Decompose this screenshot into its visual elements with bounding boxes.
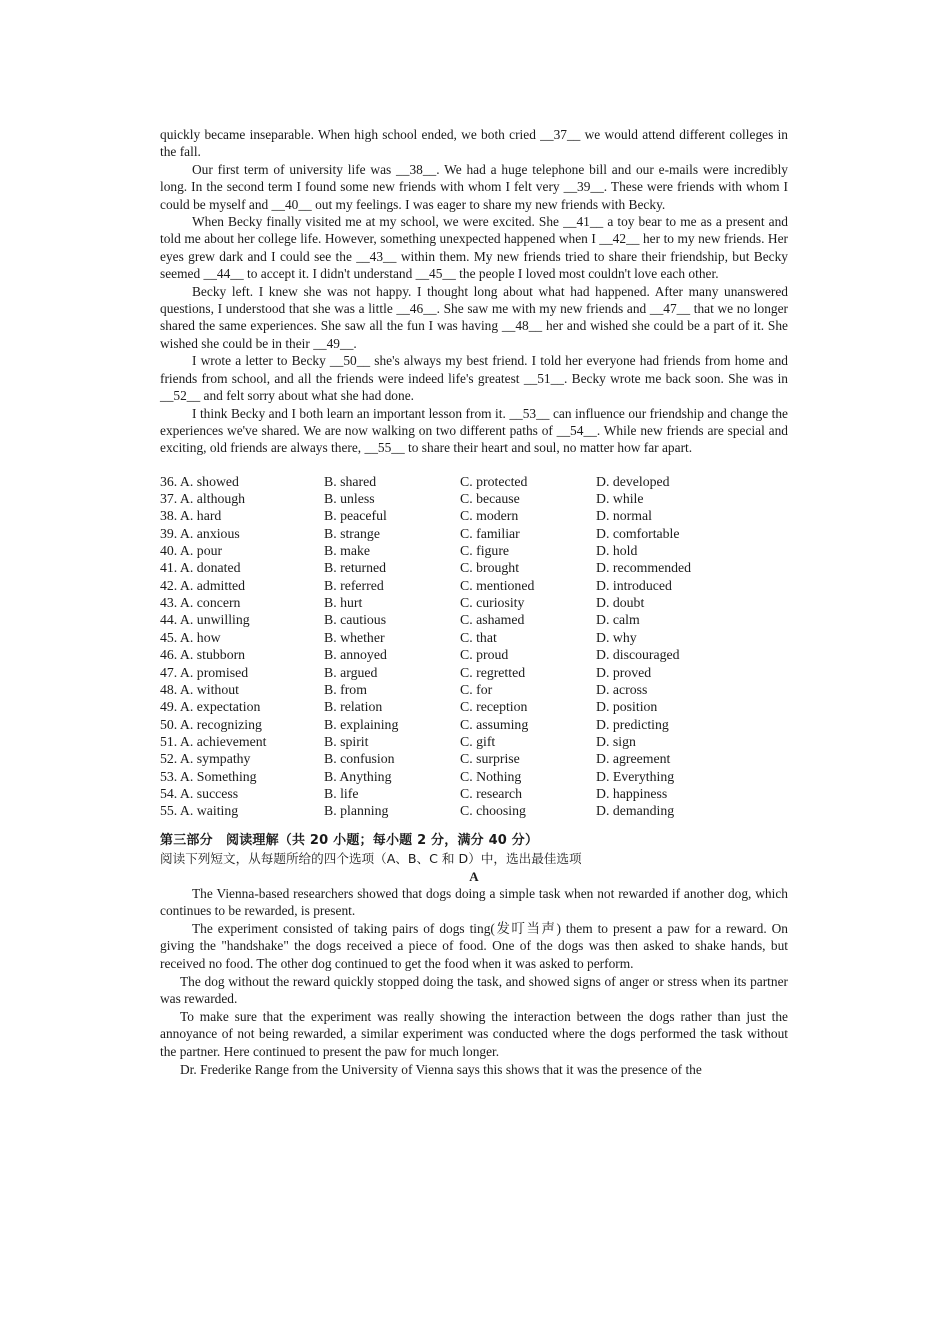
option-row bbox=[160, 559, 788, 576]
reading-paragraph-3: The dog without the reward quickly stopped doing the task, and showed signs of anger or stress when its partner was rewarded. bbox=[160, 973, 788, 1007]
option-row bbox=[160, 681, 788, 698]
option-a: 46. A. stubborn bbox=[160, 647, 246, 663]
option-row bbox=[160, 490, 788, 507]
option-d: D. sign bbox=[596, 733, 636, 749]
option-b: B. strange bbox=[324, 525, 380, 541]
option-c: C. proud bbox=[460, 647, 509, 663]
cloze-paragraph-5: I wrote a letter to Becky __50__ she's always my best friend. I told her everyone had friends from home and friends from school, and all the friends were indeed life's greatest __51__. Becky wrote me back soon. She was in __52__ and felt sorry about what she had done. bbox=[160, 353, 788, 404]
option-c: C. reception bbox=[460, 699, 528, 715]
option-row bbox=[160, 473, 788, 490]
cloze-paragraph-3: When Becky finally visited me at my school, we were excited. She __41__ a toy bear to me as a present and told me about her college life. However, something unexpected happened when I __42__ her to my new friends. Her eyes grew dark and I could see the __43__ within them. My new friends tried to share their friendship, but Becky seemed __44__ to accept it. I didn't understand __45__ the people I loved most couldn't love each other. bbox=[160, 214, 788, 282]
section-title: 第三部分 阅读理解（共 20 小题；每小题 2 分，满分 40 分） bbox=[160, 832, 539, 848]
option-d: D. across bbox=[596, 681, 648, 697]
option-b: B. confusion bbox=[324, 751, 395, 767]
option-d: D. hold bbox=[596, 543, 638, 559]
option-row bbox=[160, 542, 788, 559]
option-row bbox=[160, 611, 788, 628]
reading-passage-a bbox=[160, 885, 788, 1079]
option-b: B. planning bbox=[324, 803, 389, 819]
option-a: 41. A. donated bbox=[160, 560, 241, 576]
cloze-paragraph-1: quickly became inseparable. When high school ended, we both cried __37__ we would attend different colleges in the fall. bbox=[160, 127, 788, 160]
option-b: B. argued bbox=[324, 664, 378, 680]
option-a: 42. A. admitted bbox=[160, 577, 246, 593]
option-row bbox=[160, 802, 788, 819]
option-row bbox=[160, 646, 788, 663]
option-d: D. recommended bbox=[596, 560, 692, 576]
option-b: B. explaining bbox=[324, 716, 399, 732]
option-b: B. life bbox=[324, 785, 359, 801]
option-b: B. whether bbox=[324, 629, 385, 645]
option-row bbox=[160, 785, 788, 802]
reading-paragraph-5: Dr. Frederike Range from the University of Vienna says this shows that it was the presence of the bbox=[180, 1061, 702, 1077]
option-c: C. surprise bbox=[460, 751, 520, 767]
option-row bbox=[160, 507, 788, 524]
option-d: D. proved bbox=[596, 664, 652, 680]
option-c: C. brought bbox=[460, 560, 520, 576]
option-b: B. cautious bbox=[324, 612, 387, 628]
option-d: D. comfortable bbox=[596, 525, 680, 541]
option-a: 49. A. expectation bbox=[160, 699, 261, 715]
option-a: 55. A. waiting bbox=[160, 803, 239, 819]
cloze-paragraph-6: I think Becky and I both learn an important lesson from it. __53__ can influence our friendship and change the experiences we've shared. We are now walking on two different paths of __54__. While new friends are special and exciting, old friends are always there, __55__ to share their heart and soul, no matter how far apart. bbox=[160, 405, 788, 456]
section-instruction: 阅读下列短文，从每题所给的四个选项（A、B、C 和 D）中，选出最佳选项 bbox=[160, 850, 582, 866]
option-d: D. predicting bbox=[596, 716, 669, 732]
option-row bbox=[160, 750, 788, 767]
option-a: 51. A. achievement bbox=[160, 733, 267, 749]
option-a: 47. A. promised bbox=[160, 664, 249, 680]
option-row bbox=[160, 768, 788, 785]
option-row bbox=[160, 577, 788, 594]
option-row bbox=[160, 664, 788, 681]
option-a: 54. A. success bbox=[160, 785, 239, 801]
option-c: C. choosing bbox=[460, 803, 526, 819]
option-b: B. peaceful bbox=[324, 508, 387, 524]
option-b: B. from bbox=[324, 681, 367, 697]
option-d: D. demanding bbox=[596, 803, 675, 819]
option-a: 36. A. showed bbox=[160, 473, 239, 489]
option-d: D. why bbox=[596, 629, 637, 645]
option-row bbox=[160, 594, 788, 611]
cloze-paragraph-4: Becky left. I knew she was not happy. I thought long about what had happened. After many unanswered questions, I understood that she was a little __46__. She saw me with my new friends and __47__ that we no longer shared the same experiences. She saw all the fun I was having __48__ her and wished she could be a part of it. She wished she could be in their __49__. bbox=[160, 283, 788, 351]
option-row bbox=[160, 629, 788, 646]
cloze-paragraph-2: Our first term of university life was __38__. We had a huge telephone bill and our e-mails were incredibly long. In the second term I found some new friends with whom I felt very __39__. These were friends with whom I could be myself and __40__ out my feelings. I was eager to share my new friends with Becky. bbox=[160, 161, 788, 212]
option-b: B. hurt bbox=[324, 595, 363, 611]
option-row bbox=[160, 525, 788, 542]
option-row bbox=[160, 698, 788, 715]
option-c: C. mentioned bbox=[460, 577, 535, 593]
option-c: C. gift bbox=[460, 733, 496, 749]
option-d: D. discouraged bbox=[596, 647, 680, 663]
option-c: C. for bbox=[460, 681, 493, 697]
option-b: B. returned bbox=[324, 560, 387, 576]
reading-paragraph-2: The experiment consisted of taking pairs of dogs ting(发叮当声) them to present a paw for a reward. On giving the "handshake" the dogs received a piece of food. One of the dogs was then asked to shake hands, but received no food. The other dog continued to get the food when it was asked to perform. bbox=[160, 920, 788, 971]
option-d: D. position bbox=[596, 699, 658, 715]
option-a: 50. A. recognizing bbox=[160, 716, 262, 732]
option-a: 52. A. sympathy bbox=[160, 751, 251, 767]
option-c: C. because bbox=[460, 491, 520, 507]
option-d: D. developed bbox=[596, 473, 670, 489]
option-d: D. agreement bbox=[596, 751, 671, 767]
option-c: C. curiosity bbox=[460, 595, 525, 611]
option-c: C. modern bbox=[460, 508, 519, 524]
exam-page bbox=[160, 126, 788, 1078]
option-b: B. relation bbox=[324, 699, 383, 715]
option-c: C. that bbox=[460, 629, 497, 645]
option-a: 44. A. unwilling bbox=[160, 612, 250, 628]
option-d: D. while bbox=[596, 491, 644, 507]
option-d: D. normal bbox=[596, 508, 652, 524]
option-b: B. annoyed bbox=[324, 647, 387, 663]
option-a: 43. A. concern bbox=[160, 595, 241, 611]
option-row bbox=[160, 716, 788, 733]
option-d: D. happiness bbox=[596, 785, 668, 801]
option-a: 39. A. anxious bbox=[160, 525, 240, 541]
option-b: B. make bbox=[324, 543, 370, 559]
option-c: C. Nothing bbox=[460, 768, 522, 784]
option-c: C. figure bbox=[460, 543, 510, 559]
option-a: 37. A. although bbox=[160, 491, 246, 507]
option-c: C. ashamed bbox=[460, 612, 525, 628]
option-b: B. referred bbox=[324, 577, 384, 593]
cloze-passage bbox=[160, 126, 788, 457]
reading-paragraph-4: To make sure that the experiment was really showing the interaction between the dogs rather than just the annoyance of not being rewarded, a similar experiment was conducted where the dogs performed the task without the partner. Here continued to present the paw for much longer. bbox=[160, 1008, 788, 1059]
option-b: B. spirit bbox=[324, 733, 369, 749]
option-c: C. assuming bbox=[460, 716, 529, 732]
option-b: B. unless bbox=[324, 491, 375, 507]
option-c: C. familiar bbox=[460, 525, 520, 541]
option-d: D. Everything bbox=[596, 768, 675, 784]
option-b: B. Anything bbox=[324, 768, 392, 784]
option-b: B. shared bbox=[324, 473, 377, 489]
option-a: 48. A. without bbox=[160, 681, 239, 697]
option-row bbox=[160, 733, 788, 750]
option-a: 45. A. how bbox=[160, 629, 221, 645]
option-c: C. regretted bbox=[460, 664, 526, 680]
option-a: 53. A. Something bbox=[160, 768, 257, 784]
option-d: D. doubt bbox=[596, 595, 645, 611]
option-c: C. research bbox=[460, 785, 523, 801]
option-c: C. protected bbox=[460, 473, 528, 489]
option-a: 40. A. pour bbox=[160, 543, 223, 559]
reading-paragraph-1: The Vienna-based researchers showed that dogs doing a simple task when not rewarded if another dog, which continues to be rewarded, is present. bbox=[160, 885, 788, 919]
answer-options-table bbox=[160, 473, 788, 820]
option-a: 38. A. hard bbox=[160, 508, 222, 524]
option-d: D. introduced bbox=[596, 577, 672, 593]
passage-label: A bbox=[469, 868, 479, 884]
option-d: D. calm bbox=[596, 612, 640, 628]
